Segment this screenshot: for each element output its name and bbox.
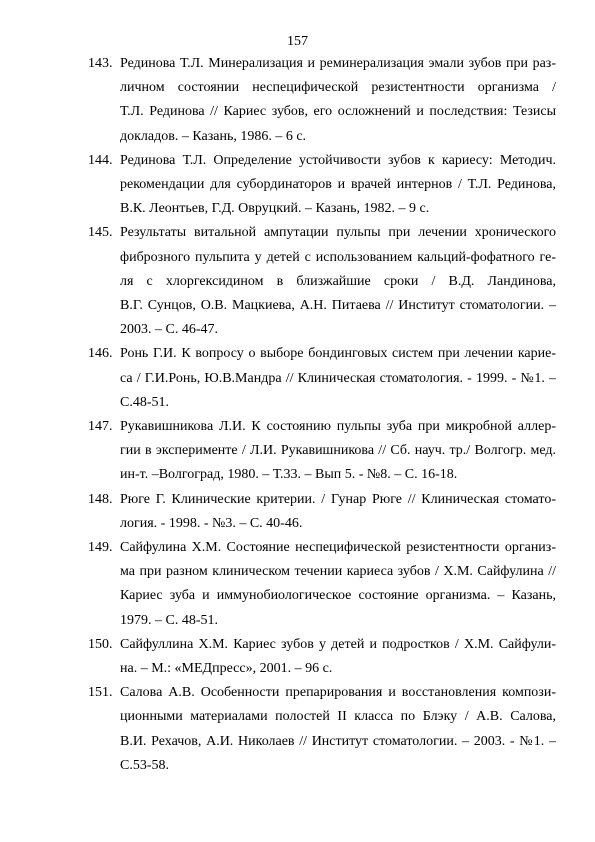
reference-text-line: рекомендации для субординаторов и врачей интернов / Т.Л. Рединова,	[120, 177, 556, 193]
reference-item	[88, 52, 556, 149]
reference-text-line: ин-т. –Волгоград, 1980. – Т.33. – Вып 5. - №8. – С. 16-18.	[120, 467, 458, 483]
reference-text-line: Результаты витальной ампутации пульпы при лечении хронического	[120, 225, 556, 241]
reference-item	[88, 415, 556, 488]
reference-text-line: Т.Л. Рединова // Кариес зубов, его осложнений и последствия: Тезисы	[120, 104, 556, 120]
reference-text-line: личном состоянии неспецифической резистентности организма /	[120, 80, 556, 96]
reference-text-line: ционными материалами полостей II класса по Блэку / А.В. Салова,	[120, 709, 556, 725]
reference-item	[88, 149, 556, 222]
reference-item	[88, 536, 556, 633]
reference-text-line: В.Г. Сунцов, О.В. Мацкиева, А.Н. Питаева // Институт стоматологии. –	[120, 298, 556, 314]
reference-text-line: В.К. Леонтьев, Г.Д. Овруцкий. – Казань, 1982. – 9 с.	[120, 201, 430, 217]
reference-number: 146.	[88, 346, 113, 362]
reference-text-line: Рюге Г. Клинические критерии. / Гунар Рюге // Клиническая стомато-	[120, 491, 556, 507]
reference-text-line: Рединова Т.Л. Определение устойчивости зубов к кариесу: Методич.	[120, 152, 556, 168]
reference-number: 151.	[88, 685, 113, 701]
page-number: 157	[287, 34, 308, 49]
reference-item	[88, 633, 556, 681]
reference-text-line: ля с хлоргексидином в близжайшие сроки / В.Д. Ландинова,	[120, 273, 556, 289]
reference-text-line: Рединова Т.Л. Минерализация и реминерализация эмали зубов при раз-	[120, 56, 556, 71]
reference-text-line: Сайфуллина Х.М. Кариес зубов у детей и подростков / Х.М. Сайфули-	[120, 636, 556, 652]
reference-item	[88, 342, 556, 415]
reference-text-line: на. – М.: «МЕДпресс», 2001. – 96 с.	[120, 661, 333, 677]
reference-text-line: С.48-51.	[120, 394, 169, 410]
reference-text-line: Кариес зуба и иммунобиологическое состояние организма. – Казань,	[120, 588, 556, 604]
reference-text-line: ма при разном клиническом течении кариеса зубов / Х.М. Сайфулина //	[120, 564, 556, 580]
reference-text-line: Салова А.В. Особенности препарирования и восстановления компози-	[120, 685, 556, 701]
reference-text-line: В.И. Рехачов, А.И. Николаев // Институт стоматологии. – 2003. - №1. –	[120, 733, 556, 749]
reference-list	[88, 52, 556, 778]
reference-text-line: гии в эксперименте / Л.И. Рукавишникова // Сб. науч. тр./ Волгогр. мед.	[120, 443, 556, 459]
reference-item	[88, 488, 556, 536]
reference-number: 147.	[88, 419, 113, 435]
reference-text-line: са / Г.И.Ронь, Ю.В.Мандра // Клиническая стоматология. - 1999. - №1. –	[120, 370, 556, 386]
reference-text-line: Рукавишникова Л.И. К состоянию пульпы зуба при микробной аллер-	[120, 419, 556, 435]
reference-number: 143.	[88, 56, 113, 71]
reference-number: 149.	[88, 540, 113, 556]
reference-item	[88, 221, 556, 342]
reference-text-line: Сайфулина Х.М. Состояние неспецифической резистентности организ-	[120, 540, 556, 556]
reference-text-line: логия. - 1998. - №3. – С. 40-46.	[120, 515, 303, 531]
reference-text-line: 1979. – С. 48-51.	[120, 612, 218, 628]
reference-text-line: докладов. – Казань, 1986. – 6 с.	[120, 128, 307, 144]
reference-text-line: 2003. – С. 46-47.	[120, 322, 218, 338]
reference-item	[88, 681, 556, 778]
reference-number: 150.	[88, 636, 113, 652]
reference-number: 145.	[88, 225, 113, 241]
reference-text-line: Ронь Г.И. К вопросу о выборе бондинговых систем при лечении карие-	[120, 346, 556, 362]
reference-text-line: С.53-58.	[120, 757, 169, 773]
reference-number: 144.	[88, 152, 113, 168]
reference-text-line: фиброзного пульпита у детей с использованием кальций-фофатного ге-	[120, 249, 556, 265]
reference-number: 148.	[88, 491, 113, 507]
